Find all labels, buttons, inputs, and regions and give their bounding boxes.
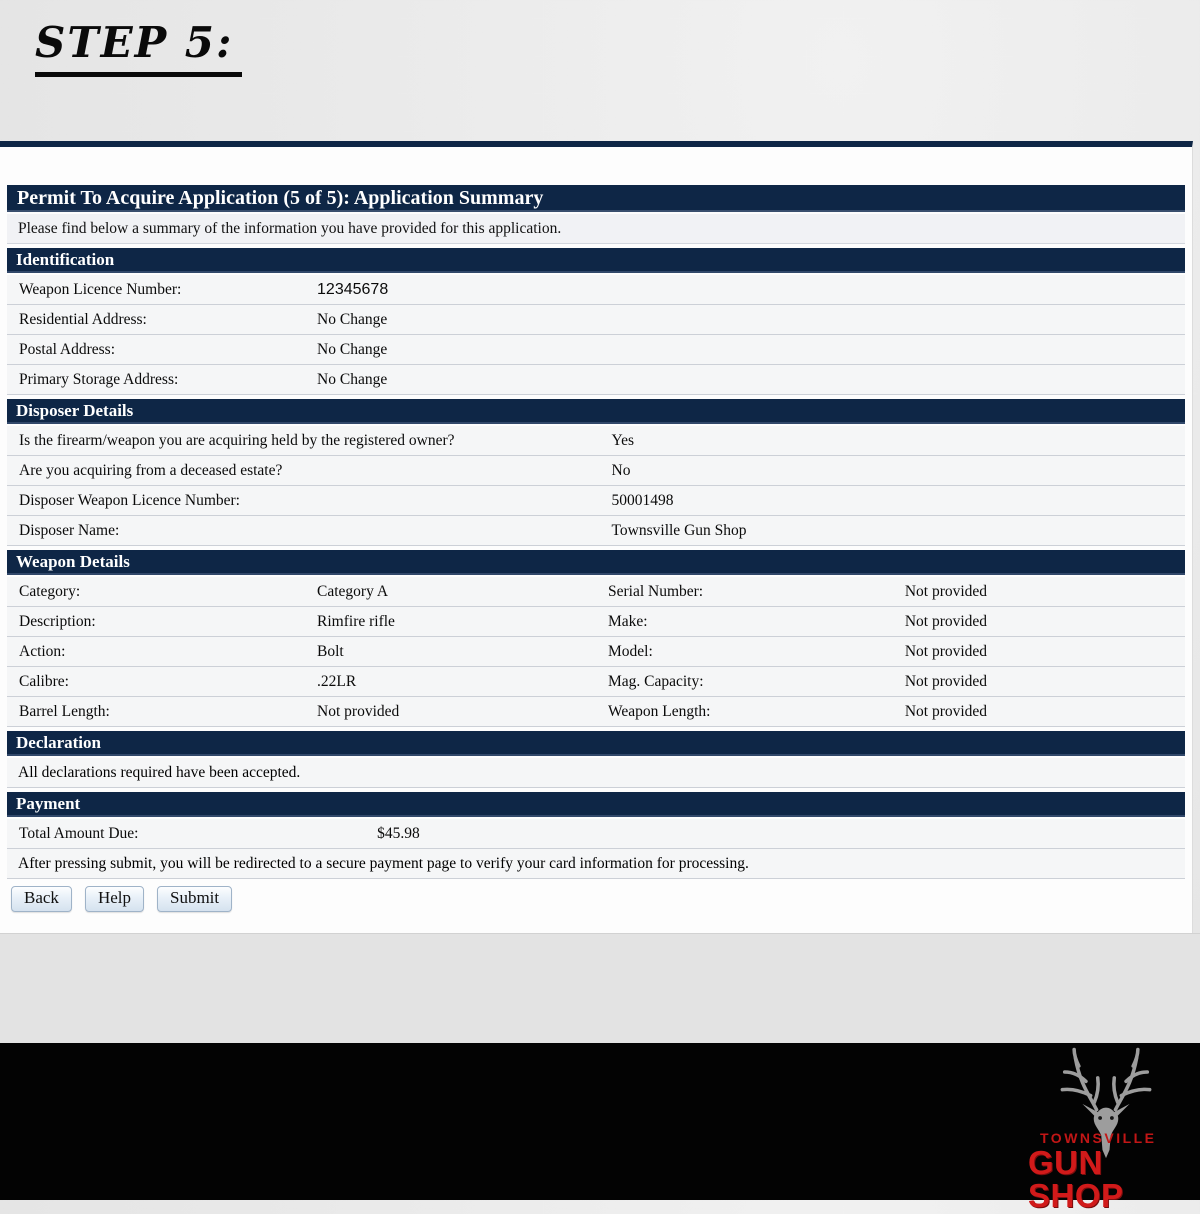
declaration-text: All declarations required have been accepted. (7, 758, 1185, 788)
table-row (7, 577, 1185, 607)
field-label: Calibre: (19, 672, 69, 690)
field-value: Category A (317, 582, 389, 600)
field-value: 12345678 (317, 280, 389, 298)
table-row (7, 456, 1185, 486)
page-background-band (0, 933, 1200, 1043)
step-heading: STEP 5: (35, 18, 242, 77)
footer (0, 1043, 1200, 1214)
field-label: Barrel Length: (19, 702, 110, 720)
intro-text: Please find below a summary of the information you have provided for this application. (7, 214, 1185, 244)
page-title: Permit To Acquire Application (5 of 5): Application Summary (7, 185, 1185, 212)
table-row (7, 637, 1185, 667)
field-value: Townsville Gun Shop (611, 521, 747, 539)
field-value: Not provided (317, 702, 400, 720)
button-bar (7, 886, 1185, 912)
payment-note: After pressing submit, you will be redirected to a secure payment page to verify your card information for processing. (7, 849, 1185, 879)
field-label: Category: (19, 582, 81, 600)
field-value: Bolt (317, 642, 344, 660)
field-value: Not provided (904, 702, 988, 720)
field-label: Description: (19, 612, 96, 630)
field-value: Rimfire rifle (317, 612, 395, 630)
field-label: Action: (19, 642, 66, 660)
section-declaration (7, 731, 1185, 788)
table-row (7, 667, 1185, 697)
help-button[interactable]: Help (85, 886, 144, 912)
field-value: Not provided (904, 642, 988, 660)
gun-shop-logo (1026, 1046, 1186, 1214)
field-label: Is the firearm/weapon you are acquiring held by the registered owner? (19, 431, 455, 449)
section-payment (7, 792, 1185, 879)
field-value: No Change (317, 310, 388, 328)
field-label: Residential Address: (19, 310, 147, 328)
field-label: Disposer Weapon Licence Number: (19, 491, 240, 509)
field-label: Are you acquiring from a deceased estate? (19, 461, 283, 479)
field-value: .22LR (317, 672, 357, 690)
table-row (7, 516, 1185, 546)
field-value: No Change (317, 370, 388, 388)
field-label: Primary Storage Address: (19, 370, 179, 388)
section-heading-declaration: Declaration (7, 731, 1185, 756)
field-label: Mag. Capacity: (607, 672, 704, 690)
application-summary-panel (0, 141, 1193, 933)
field-label: Disposer Name: (19, 521, 120, 539)
table-row (7, 607, 1185, 637)
submit-button[interactable]: Submit (157, 886, 232, 912)
field-value: 50001498 (611, 491, 674, 509)
back-button[interactable]: Back (11, 886, 72, 912)
field-value: No Change (317, 340, 388, 358)
table-row (7, 426, 1185, 456)
section-weapon-details (7, 550, 1185, 727)
field-label: Weapon Length: (607, 702, 711, 720)
section-heading-weapon: Weapon Details (7, 550, 1185, 575)
field-label: Serial Number: (607, 582, 704, 600)
field-label: Postal Address: (19, 340, 116, 358)
logo-gun-shop-text: GUN SHOP (1028, 1144, 1124, 1214)
table-row (7, 335, 1185, 365)
section-heading-payment: Payment (7, 792, 1185, 817)
field-label: Weapon Licence Number: (19, 280, 182, 298)
field-value: Not provided (904, 672, 988, 690)
field-value: Not provided (904, 612, 988, 630)
table-row (7, 275, 1185, 305)
logo-townsville-text: TOWNSVILLE (1040, 1130, 1157, 1146)
field-value: No (611, 461, 631, 479)
field-value: Yes (611, 431, 635, 449)
table-row (7, 365, 1185, 395)
table-row (7, 697, 1185, 727)
table-row (7, 305, 1185, 335)
field-value: $45.98 (377, 824, 420, 842)
section-heading-identification: Identification (7, 248, 1185, 273)
section-heading-disposer: Disposer Details (7, 399, 1185, 424)
section-disposer-details (7, 399, 1185, 546)
table-row (7, 486, 1185, 516)
table-row (7, 819, 1185, 849)
field-label: Total Amount Due: (19, 824, 139, 842)
field-value: Not provided (904, 582, 988, 600)
section-identification (7, 248, 1185, 395)
field-label: Model: (607, 642, 653, 660)
field-label: Make: (607, 612, 648, 630)
